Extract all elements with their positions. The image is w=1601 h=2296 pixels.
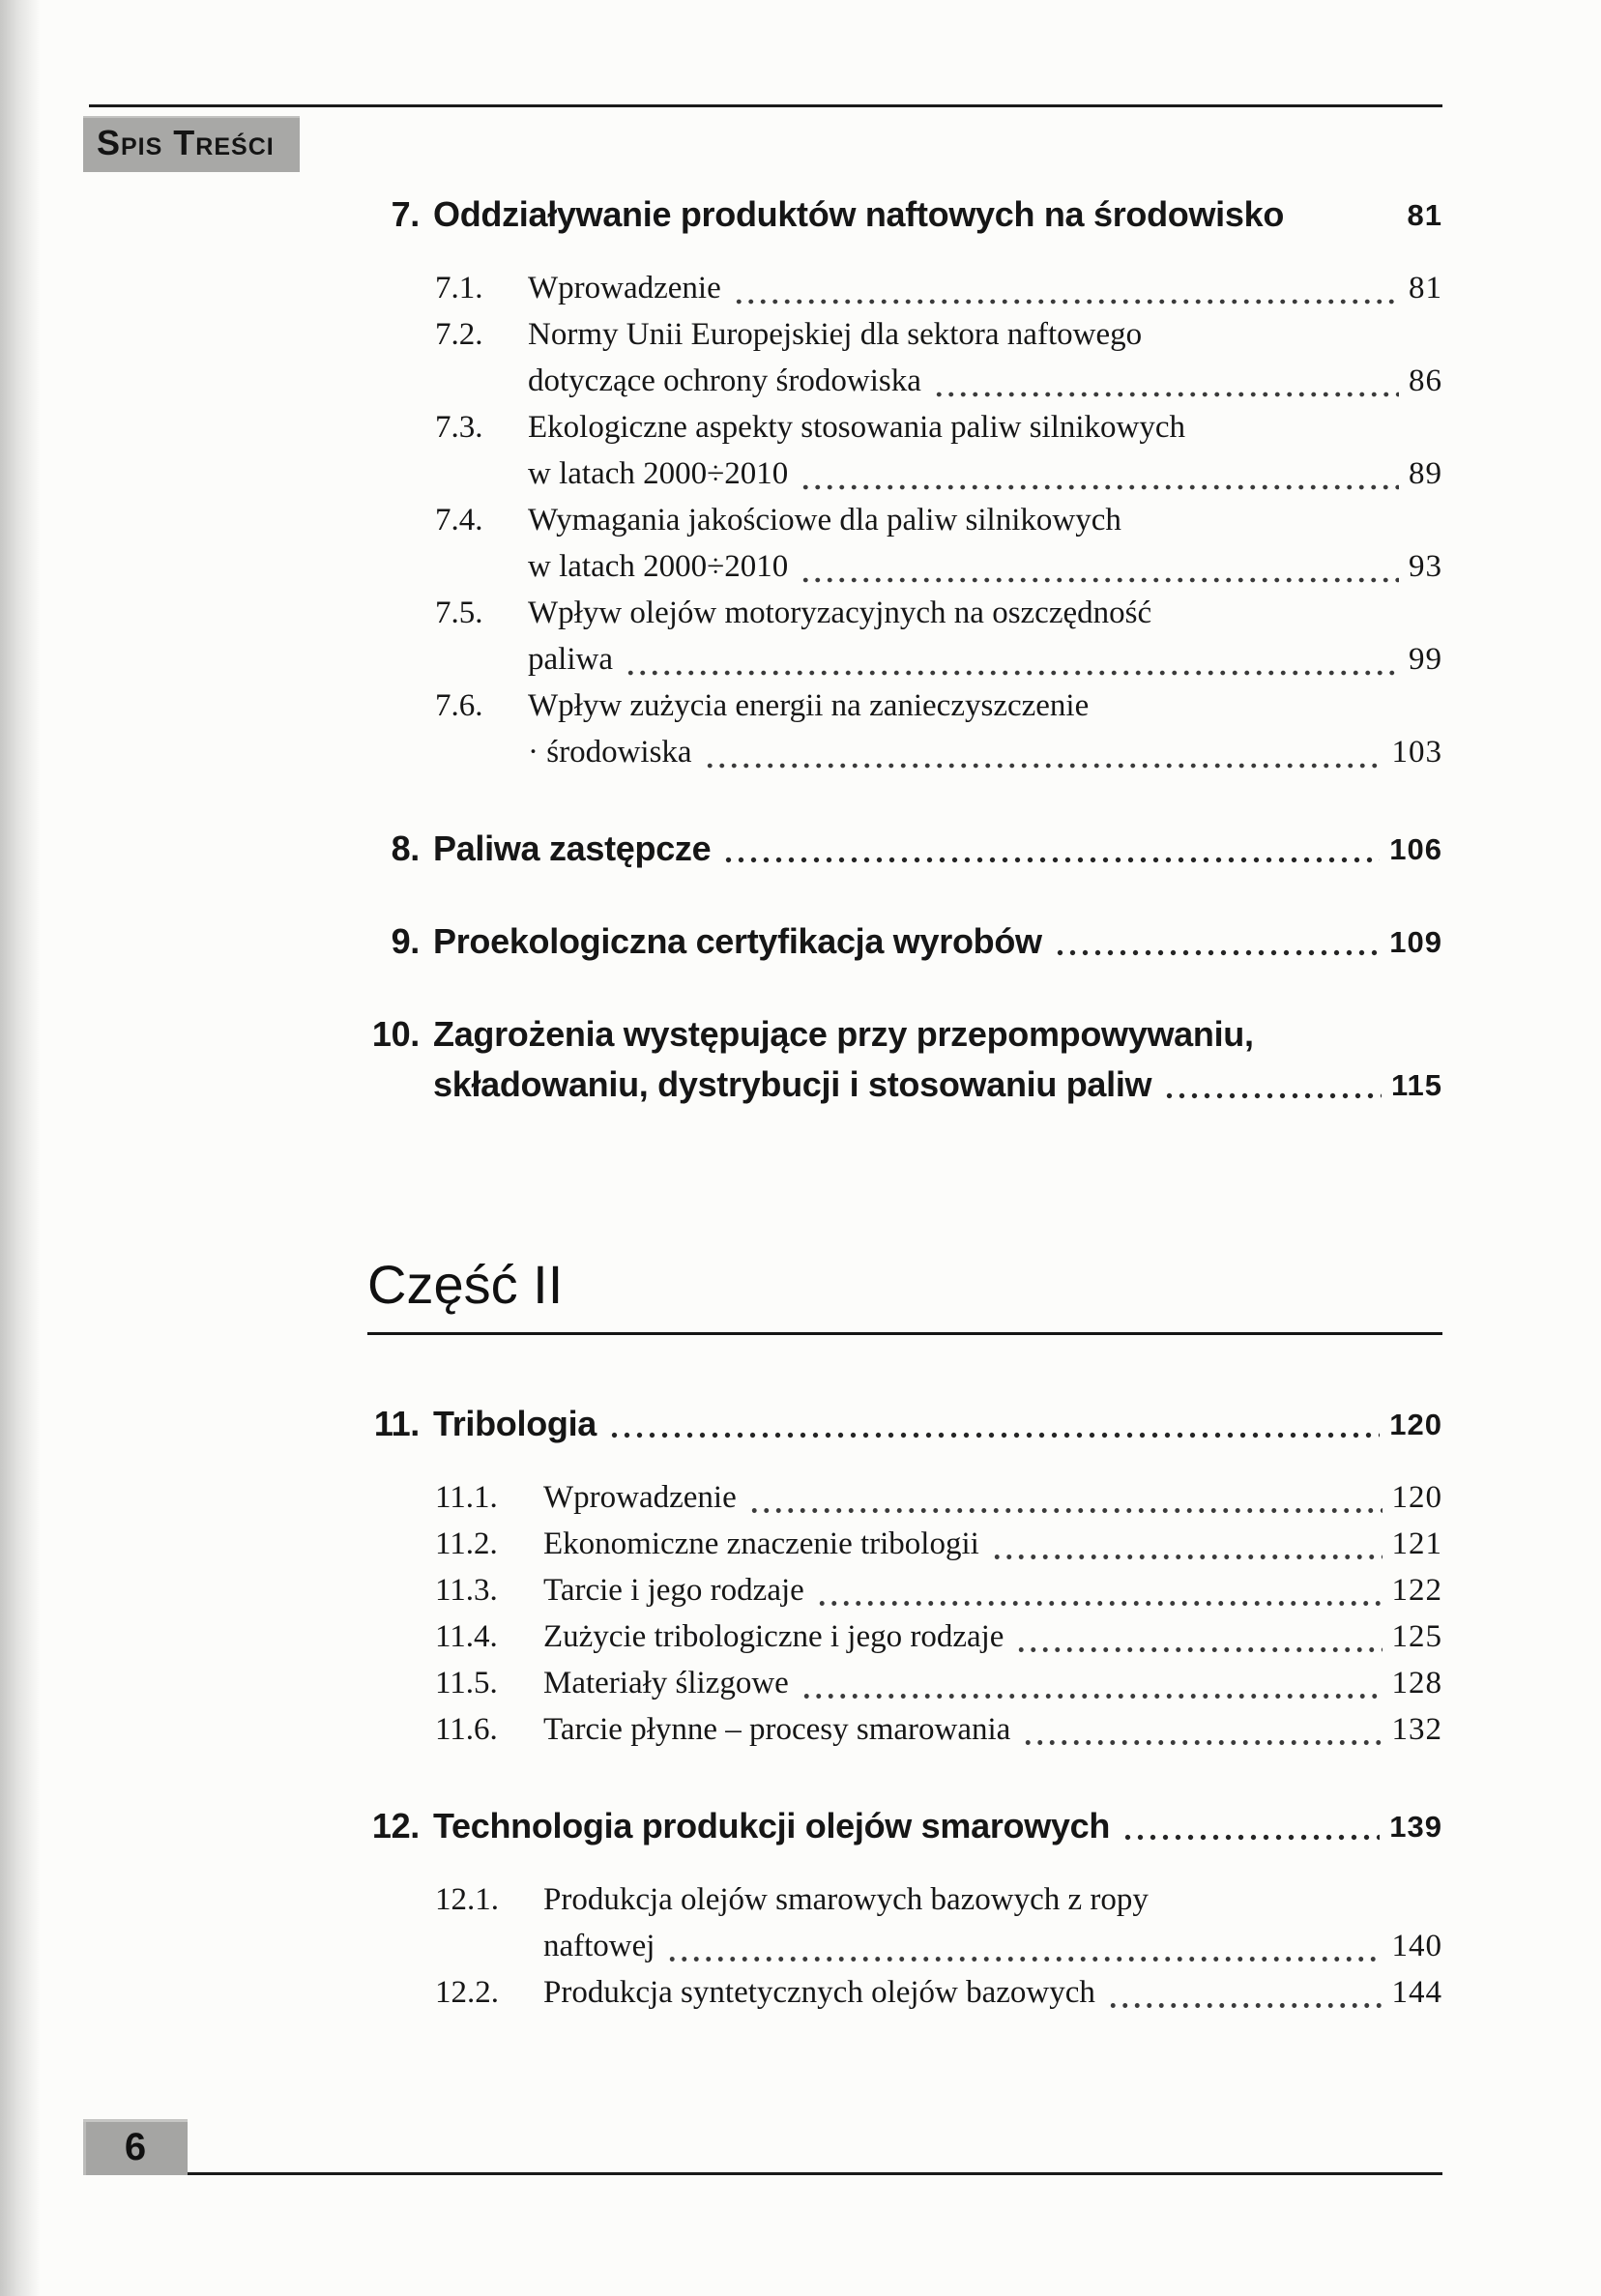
chapter-entries (367, 1474, 1442, 1753)
entry-title: naftowej (543, 1928, 655, 1963)
toc-line (367, 1060, 1442, 1110)
toc-line (435, 1521, 1442, 1567)
entry-title: paliwa (528, 642, 613, 677)
dot-leader (704, 737, 1383, 771)
entry-number: 7.3. (435, 410, 483, 445)
top-rule (89, 104, 1442, 107)
toc-line (435, 590, 1442, 636)
entry-page: 89 (1409, 456, 1442, 491)
dot-leader (1022, 1714, 1382, 1749)
entry-page: 99 (1409, 642, 1442, 677)
entry-title: Technologia produkcji olejów smarowych (433, 1805, 1111, 1846)
toc-line (367, 916, 1442, 967)
toc-line (435, 497, 1442, 543)
entry-number: 7.2. (435, 317, 483, 352)
page-header-label: Spis Treści (83, 116, 300, 172)
dot-leader (991, 1528, 1383, 1563)
dot-leader (800, 1668, 1383, 1702)
toc-chapter (367, 824, 1442, 874)
entry-number: 11.5. (435, 1665, 498, 1700)
entry-number: 11.6. (435, 1711, 498, 1747)
toc-chapter (367, 189, 1442, 775)
entry-page: 109 (1389, 925, 1442, 959)
entry-page: 122 (1391, 1572, 1442, 1608)
entry-page: 125 (1391, 1618, 1442, 1654)
entry-title: Wpływ olejów motoryzacyjnych na oszczędność (528, 596, 1152, 630)
toc-line (367, 1399, 1442, 1449)
entry-title: w latach 2000÷2010 (528, 456, 789, 491)
toc-line (367, 189, 1442, 240)
toc-line (367, 1009, 1442, 1060)
toc-line (435, 358, 1442, 404)
toc-line (435, 450, 1442, 497)
dot-leader (722, 831, 1380, 866)
entry-page: 103 (1391, 735, 1442, 770)
toc-chapter (367, 1399, 1442, 1753)
entry-number: 9. (391, 921, 420, 961)
entry-number: 8. (391, 828, 420, 868)
entry-page: 140 (1391, 1928, 1442, 1963)
entry-title: Zagrożenia występujące przy przepompowywaniu, (433, 1014, 1254, 1054)
entry-number: 7.6. (435, 688, 483, 723)
chapter-entries (367, 265, 1442, 775)
entry-title: Normy Unii Europejskiej dla sektora naftowego (528, 317, 1143, 352)
entry-number: 10. (371, 1014, 420, 1054)
entry-number: 11.4. (435, 1618, 498, 1654)
chapter-entries (367, 1876, 1442, 2016)
entry-page: 139 (1389, 1809, 1442, 1844)
toc-line (435, 729, 1442, 775)
toc-line (435, 683, 1442, 729)
toc-line (435, 1706, 1442, 1753)
entry-number: 7.1. (435, 271, 483, 305)
entry-number: 7. (391, 194, 420, 234)
entry-number: 11.2. (435, 1526, 498, 1561)
entry-title: składowaniu, dystrybucji i stosowaniu paliw (433, 1064, 1152, 1104)
dot-leader (666, 1931, 1382, 1965)
dot-leader (608, 1407, 1380, 1441)
toc-line (367, 1801, 1442, 1851)
entry-page: 128 (1391, 1665, 1442, 1700)
dot-leader (816, 1575, 1383, 1610)
entry-title: Tarcie płynne – procesy smarowania (543, 1711, 1011, 1747)
toc-chapter (367, 1009, 1442, 1110)
page-number-badge: 6 (83, 2119, 188, 2175)
entry-number: 11.3. (435, 1572, 498, 1608)
entry-title: Wymagania jakościowe dla paliw silnikowych (528, 503, 1121, 538)
dot-leader (733, 273, 1399, 307)
dot-leader (933, 365, 1399, 400)
dot-leader (1163, 1067, 1382, 1102)
dot-leader (1121, 1809, 1380, 1844)
entry-title: Paliwa zastępcze (433, 828, 712, 868)
toc-line (367, 824, 1442, 874)
dot-leader (1107, 1977, 1383, 2012)
toc-line (435, 636, 1442, 683)
entry-number: 12.1. (435, 1881, 499, 1917)
toc-line (435, 543, 1442, 590)
entry-page: 120 (1389, 1407, 1442, 1441)
entry-number: 7.4. (435, 503, 483, 538)
toc-line (435, 1969, 1442, 2016)
toc-line (435, 1567, 1442, 1613)
dot-leader (748, 1482, 1383, 1517)
toc-line (435, 311, 1442, 358)
entry-title: Produkcja olejów smarowych bazowych z ropy (543, 1881, 1149, 1917)
entry-page: 93 (1409, 549, 1442, 584)
toc-line (435, 1923, 1442, 1969)
entry-page: 81 (1409, 271, 1442, 305)
entry-page: 132 (1391, 1711, 1442, 1747)
entry-number: 12.2. (435, 1974, 499, 2010)
toc-line (435, 1660, 1442, 1706)
part-heading: Część II (367, 1255, 1442, 1335)
dot-leader (1054, 924, 1381, 959)
entry-title: Wprowadzenie (528, 271, 721, 305)
entry-title: Wprowadzenie (543, 1479, 737, 1515)
entry-page: 106 (1389, 832, 1442, 866)
entry-page: 81 (1407, 198, 1442, 232)
bottom-rule (188, 2172, 1442, 2175)
entry-title: Wpływ zużycia energii na zanieczyszczenie (528, 688, 1090, 723)
toc-chapter (367, 916, 1442, 967)
entry-title: Ekologiczne aspekty stosowania paliw silnikowych (528, 410, 1186, 445)
toc-line (435, 265, 1442, 311)
entry-title: Tribologia (433, 1403, 597, 1443)
entry-number: 11. (373, 1403, 420, 1443)
entry-title: Produkcja syntetycznych olejów bazowych (543, 1974, 1095, 2010)
entry-title: Proekologiczna certyfikacja wyrobów (433, 921, 1042, 961)
entry-title: Tarcie i jego rodzaje (543, 1572, 804, 1608)
entry-page: 144 (1391, 1974, 1442, 2010)
dot-leader (1015, 1621, 1382, 1656)
entry-page: 121 (1391, 1526, 1442, 1561)
entry-page: 86 (1409, 363, 1442, 398)
entry-title: dotyczące ochrony środowiska (528, 363, 921, 398)
dot-leader (625, 644, 1399, 679)
dot-leader (800, 458, 1399, 493)
entry-title: w latach 2000÷2010 (528, 549, 789, 584)
toc-line (435, 1474, 1442, 1521)
entry-title: Ekonomiczne znaczenie tribologii (543, 1526, 979, 1561)
entry-title: Oddziaływanie produktów naftowych na środowisko (433, 194, 1285, 234)
entry-title: Materiały ślizgowe (543, 1665, 789, 1700)
entry-page: 115 (1390, 1068, 1442, 1102)
entry-title: Zużycie tribologiczne i jego rodzaje (543, 1618, 1004, 1654)
entry-number: 12. (371, 1805, 420, 1846)
toc-line (435, 1876, 1442, 1923)
toc (367, 189, 1442, 2064)
toc-line (435, 1613, 1442, 1660)
toc-chapter (367, 1801, 1442, 2016)
entry-number: 11.1. (435, 1479, 498, 1515)
dot-leader (800, 551, 1399, 586)
entry-number: 7.5. (435, 596, 483, 630)
toc-line (435, 404, 1442, 450)
entry-page: 120 (1391, 1479, 1442, 1515)
entry-title: · środowiska (528, 735, 692, 770)
